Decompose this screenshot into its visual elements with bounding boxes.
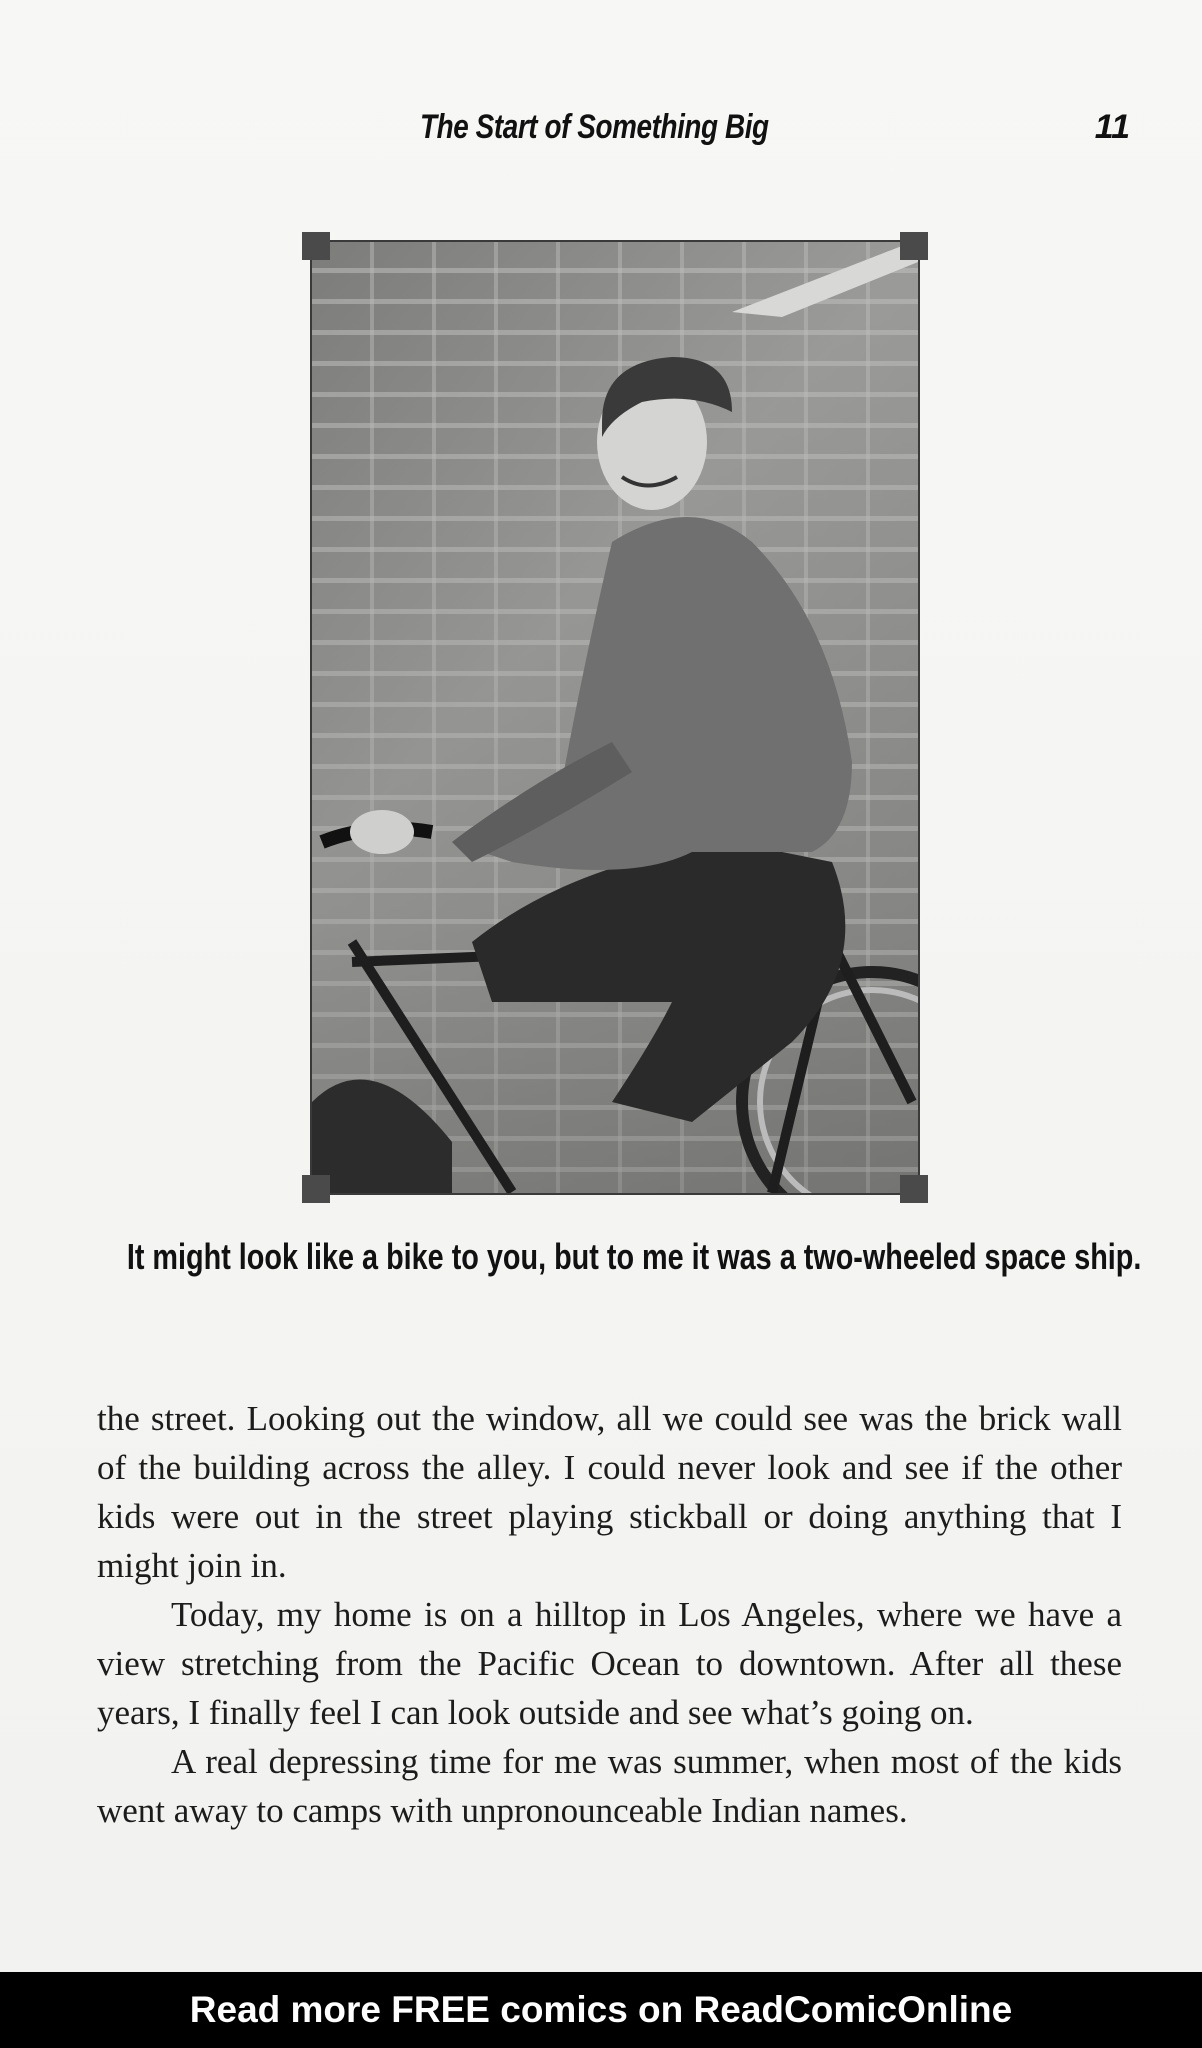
torn-corner bbox=[732, 242, 918, 317]
page-number: 11 bbox=[1094, 108, 1130, 146]
photo-corner-top-left bbox=[302, 232, 330, 260]
bicycle-wheel-front bbox=[312, 1080, 452, 1194]
paragraph-1: the street. Looking out the window, all we could see was the brick wall of the building across the alley. I could never look and see if the other kids were out in the street playing stickball or doing anything that I might join in. bbox=[97, 1399, 1122, 1585]
boy-on-bicycle-illustration bbox=[312, 242, 918, 1193]
paragraph-2: Today, my home is on a hilltop in Los Angeles, where we have a view stretching from the Pacific Ocean to downtown. After all these years, I finally feel I can look outside and see what’s going on. bbox=[97, 1595, 1122, 1732]
photo-corner-bottom-right bbox=[900, 1175, 928, 1203]
body-text bbox=[97, 1394, 1122, 1835]
photo-frame bbox=[310, 240, 920, 1195]
photo-corner-top-right bbox=[900, 232, 928, 260]
promo-banner[interactable] bbox=[0, 1972, 1202, 2048]
promo-banner-text[interactable]: Read more FREE comics on ReadComicOnline bbox=[189, 1989, 1013, 2030]
running-header bbox=[0, 108, 1202, 158]
bicycle-photo bbox=[310, 240, 920, 1195]
boy-trousers bbox=[472, 842, 845, 1122]
boy-hand bbox=[350, 810, 414, 854]
paragraph-3: A real depressing time for me was summer, when most of the kids went away to camps with unpronounceable Indian names. bbox=[97, 1742, 1122, 1830]
photo-caption-text: It might look like a bike to you, but to me it was a two-wheeled space ship. bbox=[126, 1236, 1142, 1277]
photo-caption bbox=[0, 1236, 1202, 1278]
photo-corner-bottom-left bbox=[302, 1175, 330, 1203]
chapter-title: The Start of Something Big bbox=[420, 108, 769, 146]
